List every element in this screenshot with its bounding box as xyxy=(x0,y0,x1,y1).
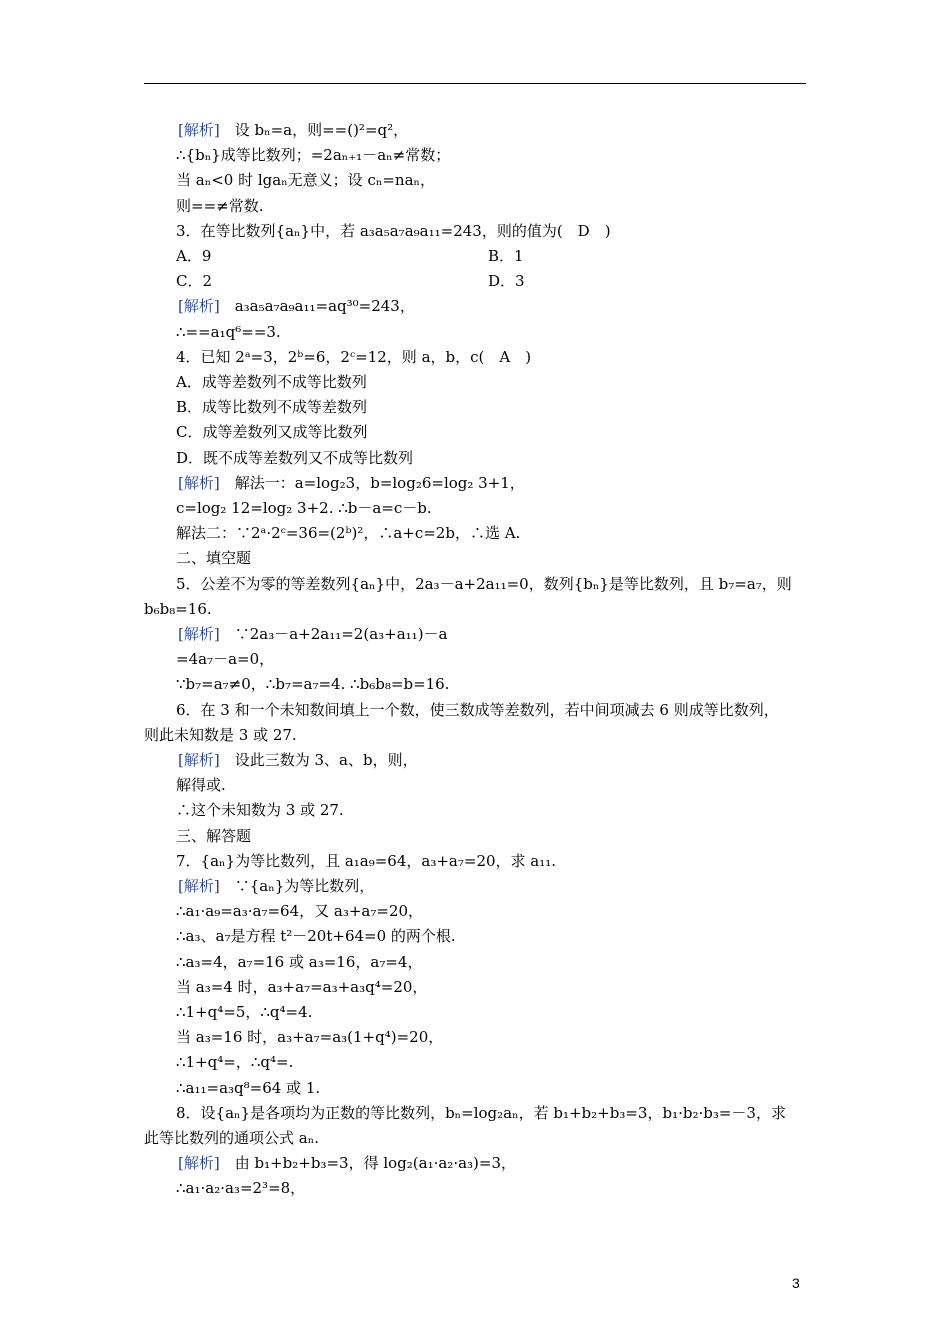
text-line xyxy=(176,700,779,720)
line-text: 4．已知 2ᵃ=3，2ᵇ=6，2ᶜ=12，则 a，b，c( A ) xyxy=(176,347,532,366)
line-text: A．9 xyxy=(176,247,212,265)
analysis-tag: [解析] xyxy=(178,877,235,895)
line-text: 当 aₙ<0 时 lgaₙ无意义；设 cₙ=naₙ， xyxy=(176,171,435,190)
text-line xyxy=(176,347,531,367)
line-text: ∴{bₙ}成等比数列；=2aₙ₊₁－aₙ≠常数； xyxy=(176,146,451,165)
line-text: 则==≠常数. xyxy=(176,196,264,215)
line-text: ∴a₁·a₂·a₃=2³=8， xyxy=(176,1179,306,1198)
text-line xyxy=(144,1128,319,1148)
text-line xyxy=(176,674,450,694)
text-line xyxy=(176,548,251,568)
text-line xyxy=(176,498,432,518)
text-line xyxy=(176,1052,293,1072)
line-text: 则此未知数是 3 或 27. xyxy=(144,725,297,744)
text-line xyxy=(176,649,274,669)
text-line xyxy=(176,1002,312,1022)
line-text: C．2 xyxy=(176,272,213,291)
line-text: 8．设{aₙ}是各项均为正数的等比数列，bₙ=log₂aₙ，若 b₁+b₂+b₃=3，b₁·b₂·b₃=－3，求 xyxy=(176,1103,786,1122)
line-text: B．成等比数列不成等差数列 xyxy=(176,398,368,417)
option-right: B．1 xyxy=(488,247,524,265)
text-line xyxy=(178,876,374,896)
line-text: ∴==a₁q⁶==3. xyxy=(176,322,281,341)
text-line xyxy=(178,473,525,493)
text-line xyxy=(176,901,423,921)
text-line xyxy=(178,1153,516,1173)
text-line xyxy=(176,952,422,972)
line-text: ∴a₃、a₇是方程 t²－20t+64=0 的两个根. xyxy=(176,927,456,946)
line-text: ∴a₃=4，a₇=16 或 a₃=16，a₇=4， xyxy=(176,952,423,971)
line-text: A．成等差数列不成等比数列 xyxy=(176,373,367,391)
text-line xyxy=(176,926,456,946)
line-text: 当 a₃=16 时，a₃+a₇=a₃(1+q⁴)=20， xyxy=(176,1028,444,1047)
analysis-tag: [解析] xyxy=(178,297,235,316)
text-line xyxy=(176,1078,320,1098)
text-line xyxy=(178,624,448,644)
analysis-tag: [解析] xyxy=(178,473,235,492)
line-text: ∵b₇=a₇≠0，∴b₇=a₇=4. ∴b₆b₈=b=16. xyxy=(176,675,450,694)
text-line xyxy=(176,322,281,342)
text-line xyxy=(176,372,367,392)
line-text: 当 a₃=4 时，a₃+a₇=a₃+a₃q⁴=20， xyxy=(176,977,428,996)
line-text: 3．在等比数列{aₙ}中，若 a₃a₅a₇a₉a₁₁=243，则的值为( D ) xyxy=(176,221,611,240)
line-text: C．成等差数列又成等比数列 xyxy=(176,423,368,442)
line-text: ∴a₁·a₉=a₃·a₇=64，又 a₃+a₇=20， xyxy=(176,902,424,921)
text-line xyxy=(176,145,450,165)
text-line xyxy=(176,196,263,216)
text-line xyxy=(176,246,211,266)
text-line xyxy=(176,826,251,846)
text-line xyxy=(144,725,297,745)
text-line xyxy=(144,599,212,619)
text-line xyxy=(176,271,212,291)
line-text: 设此三数为 3、a、b，则， xyxy=(234,751,418,769)
line-text: 此等比数列的通项公式 aₙ. xyxy=(144,1129,319,1147)
text-line xyxy=(176,448,413,468)
analysis-tag: [解析] xyxy=(178,121,235,139)
line-text: D．既不成等差数列又不成等比数列 xyxy=(176,448,414,467)
text-line xyxy=(176,170,435,190)
line-text: 由 b₁+b₂+b₃=3，得 log₂(a₁·a₂·a₃)=3， xyxy=(234,1154,517,1173)
analysis-tag: [解析] xyxy=(178,625,235,643)
line-text: ∵2a₃－a+2a₁₁=2(a₃+a₁₁)－a xyxy=(234,625,448,643)
line-text: =4a₇－a=0， xyxy=(176,650,275,669)
text-line xyxy=(176,977,427,997)
text-line xyxy=(176,1103,786,1123)
text-line xyxy=(176,800,344,820)
line-text: ∴1+q⁴=，∴q⁴=. xyxy=(176,1053,294,1072)
line-text: ∵{aₙ}为等比数列， xyxy=(234,877,375,895)
text-line xyxy=(176,1027,443,1047)
line-text: 解法二：∵2ᵃ·2ᶜ=36=(2ᵇ)²，∴a+c=2b，∴选 A. xyxy=(176,524,521,543)
line-text: ∴a₁₁=a₃q⁸=64 或 1. xyxy=(176,1078,321,1097)
text-line xyxy=(178,296,415,316)
text-line xyxy=(176,422,367,442)
header-rule xyxy=(144,83,806,84)
line-text: 5．公差不为零的等差数列{aₙ}中，2a₃－a+2a₁₁=0，数列{bₙ}是等比数列，且 b₇=a₇，则 xyxy=(176,574,792,593)
line-text: 7．{aₙ}为等比数列，且 a₁a₉=64，a₃+a₇=20，求 a₁₁. xyxy=(176,851,557,870)
line-text: 解得或. xyxy=(176,776,226,795)
line-text: 设 bₙ=a，则==()²=q²， xyxy=(234,121,409,139)
line-text: 6．在 3 和一个未知数间填上一个数，使三数成等差数列，若中间项减去 6 则成等比数列， xyxy=(176,700,779,719)
line-text: 三、解答题 xyxy=(176,826,252,845)
text-line xyxy=(176,1178,305,1198)
text-line xyxy=(176,775,226,795)
text-line xyxy=(176,523,520,543)
option-right: D．3 xyxy=(488,272,525,291)
line-text: a₃a₅a₇a₉a₁₁=aq³⁰=243， xyxy=(234,297,415,316)
text-line xyxy=(176,221,611,241)
line-text: 二、填空题 xyxy=(176,549,252,568)
text-line xyxy=(176,574,792,594)
line-text: b₆b₈=16. xyxy=(144,599,212,618)
text-line xyxy=(176,851,556,871)
analysis-tag: [解析] xyxy=(178,751,235,769)
text-line xyxy=(178,750,418,770)
line-text: ∴1+q⁴=5，∴q⁴=4. xyxy=(176,1003,313,1021)
text-line xyxy=(176,397,367,417)
line-text: 解法一：a=log₂3，b=log₂6=log₂ 3+1， xyxy=(234,473,525,492)
text-line xyxy=(178,120,408,140)
page-number: 3 xyxy=(792,1275,800,1291)
line-text: c=log₂ 12=log₂ 3+2. ∴b－a=c－b. xyxy=(176,499,432,517)
analysis-tag: [解析] xyxy=(178,1154,235,1173)
line-text: ∴这个未知数为 3 或 27. xyxy=(176,801,344,820)
